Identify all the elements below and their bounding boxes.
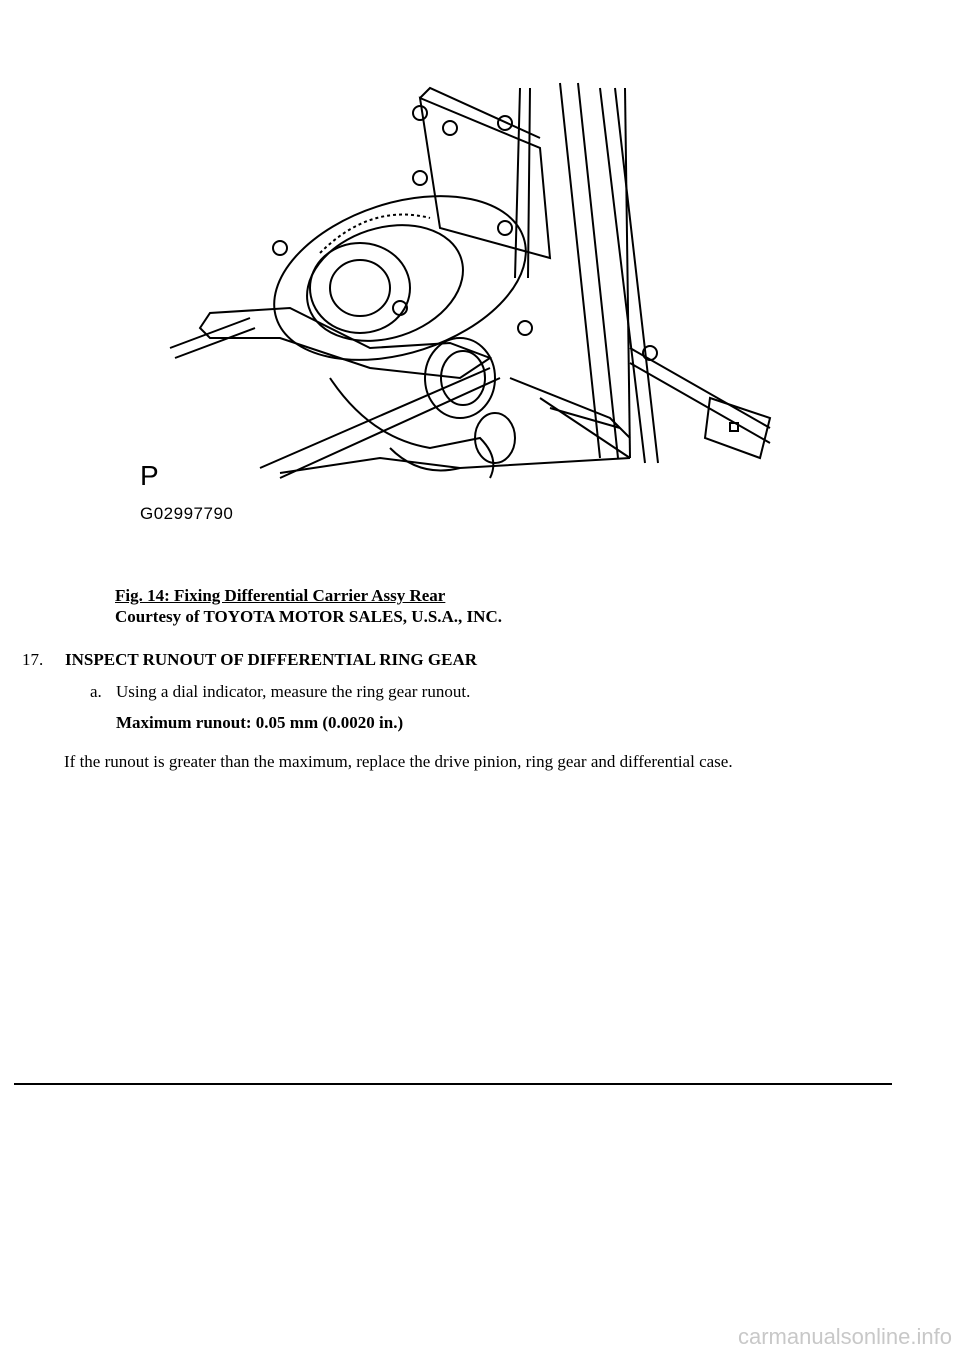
replacement-note: If the runout is greater than the maximum, replace the drive pinion, ring gear and differential case. [64, 752, 733, 771]
substep-text: Using a dial indicator, measure the ring gear runout. [116, 682, 471, 701]
spec-max-runout: Maximum runout: 0.05 mm (0.0020 in.) [116, 713, 404, 732]
substep-letter: a. [90, 682, 102, 701]
step-heading-text: INSPECT RUNOUT OF DIFFERENTIAL RING GEAR [65, 650, 478, 669]
figure-caption-credit: Courtesy of TOYOTA MOTOR SALES, U.S.A., INC. [115, 607, 502, 626]
illustration-differential-carrier [130, 78, 780, 538]
figure-image-id: G02997790 [140, 504, 234, 523]
step-heading [22, 650, 477, 670]
substep-a [90, 682, 470, 702]
step-number: 17. [22, 650, 44, 669]
page-divider [14, 1083, 892, 1085]
site-watermark: carmanualsonline.info [737, 1324, 952, 1349]
figure-label-p: P [140, 460, 159, 491]
figure-caption [115, 585, 502, 627]
figure-caption-title[interactable]: Fig. 14: Fixing Differential Carrier Assy Rear [115, 586, 446, 605]
